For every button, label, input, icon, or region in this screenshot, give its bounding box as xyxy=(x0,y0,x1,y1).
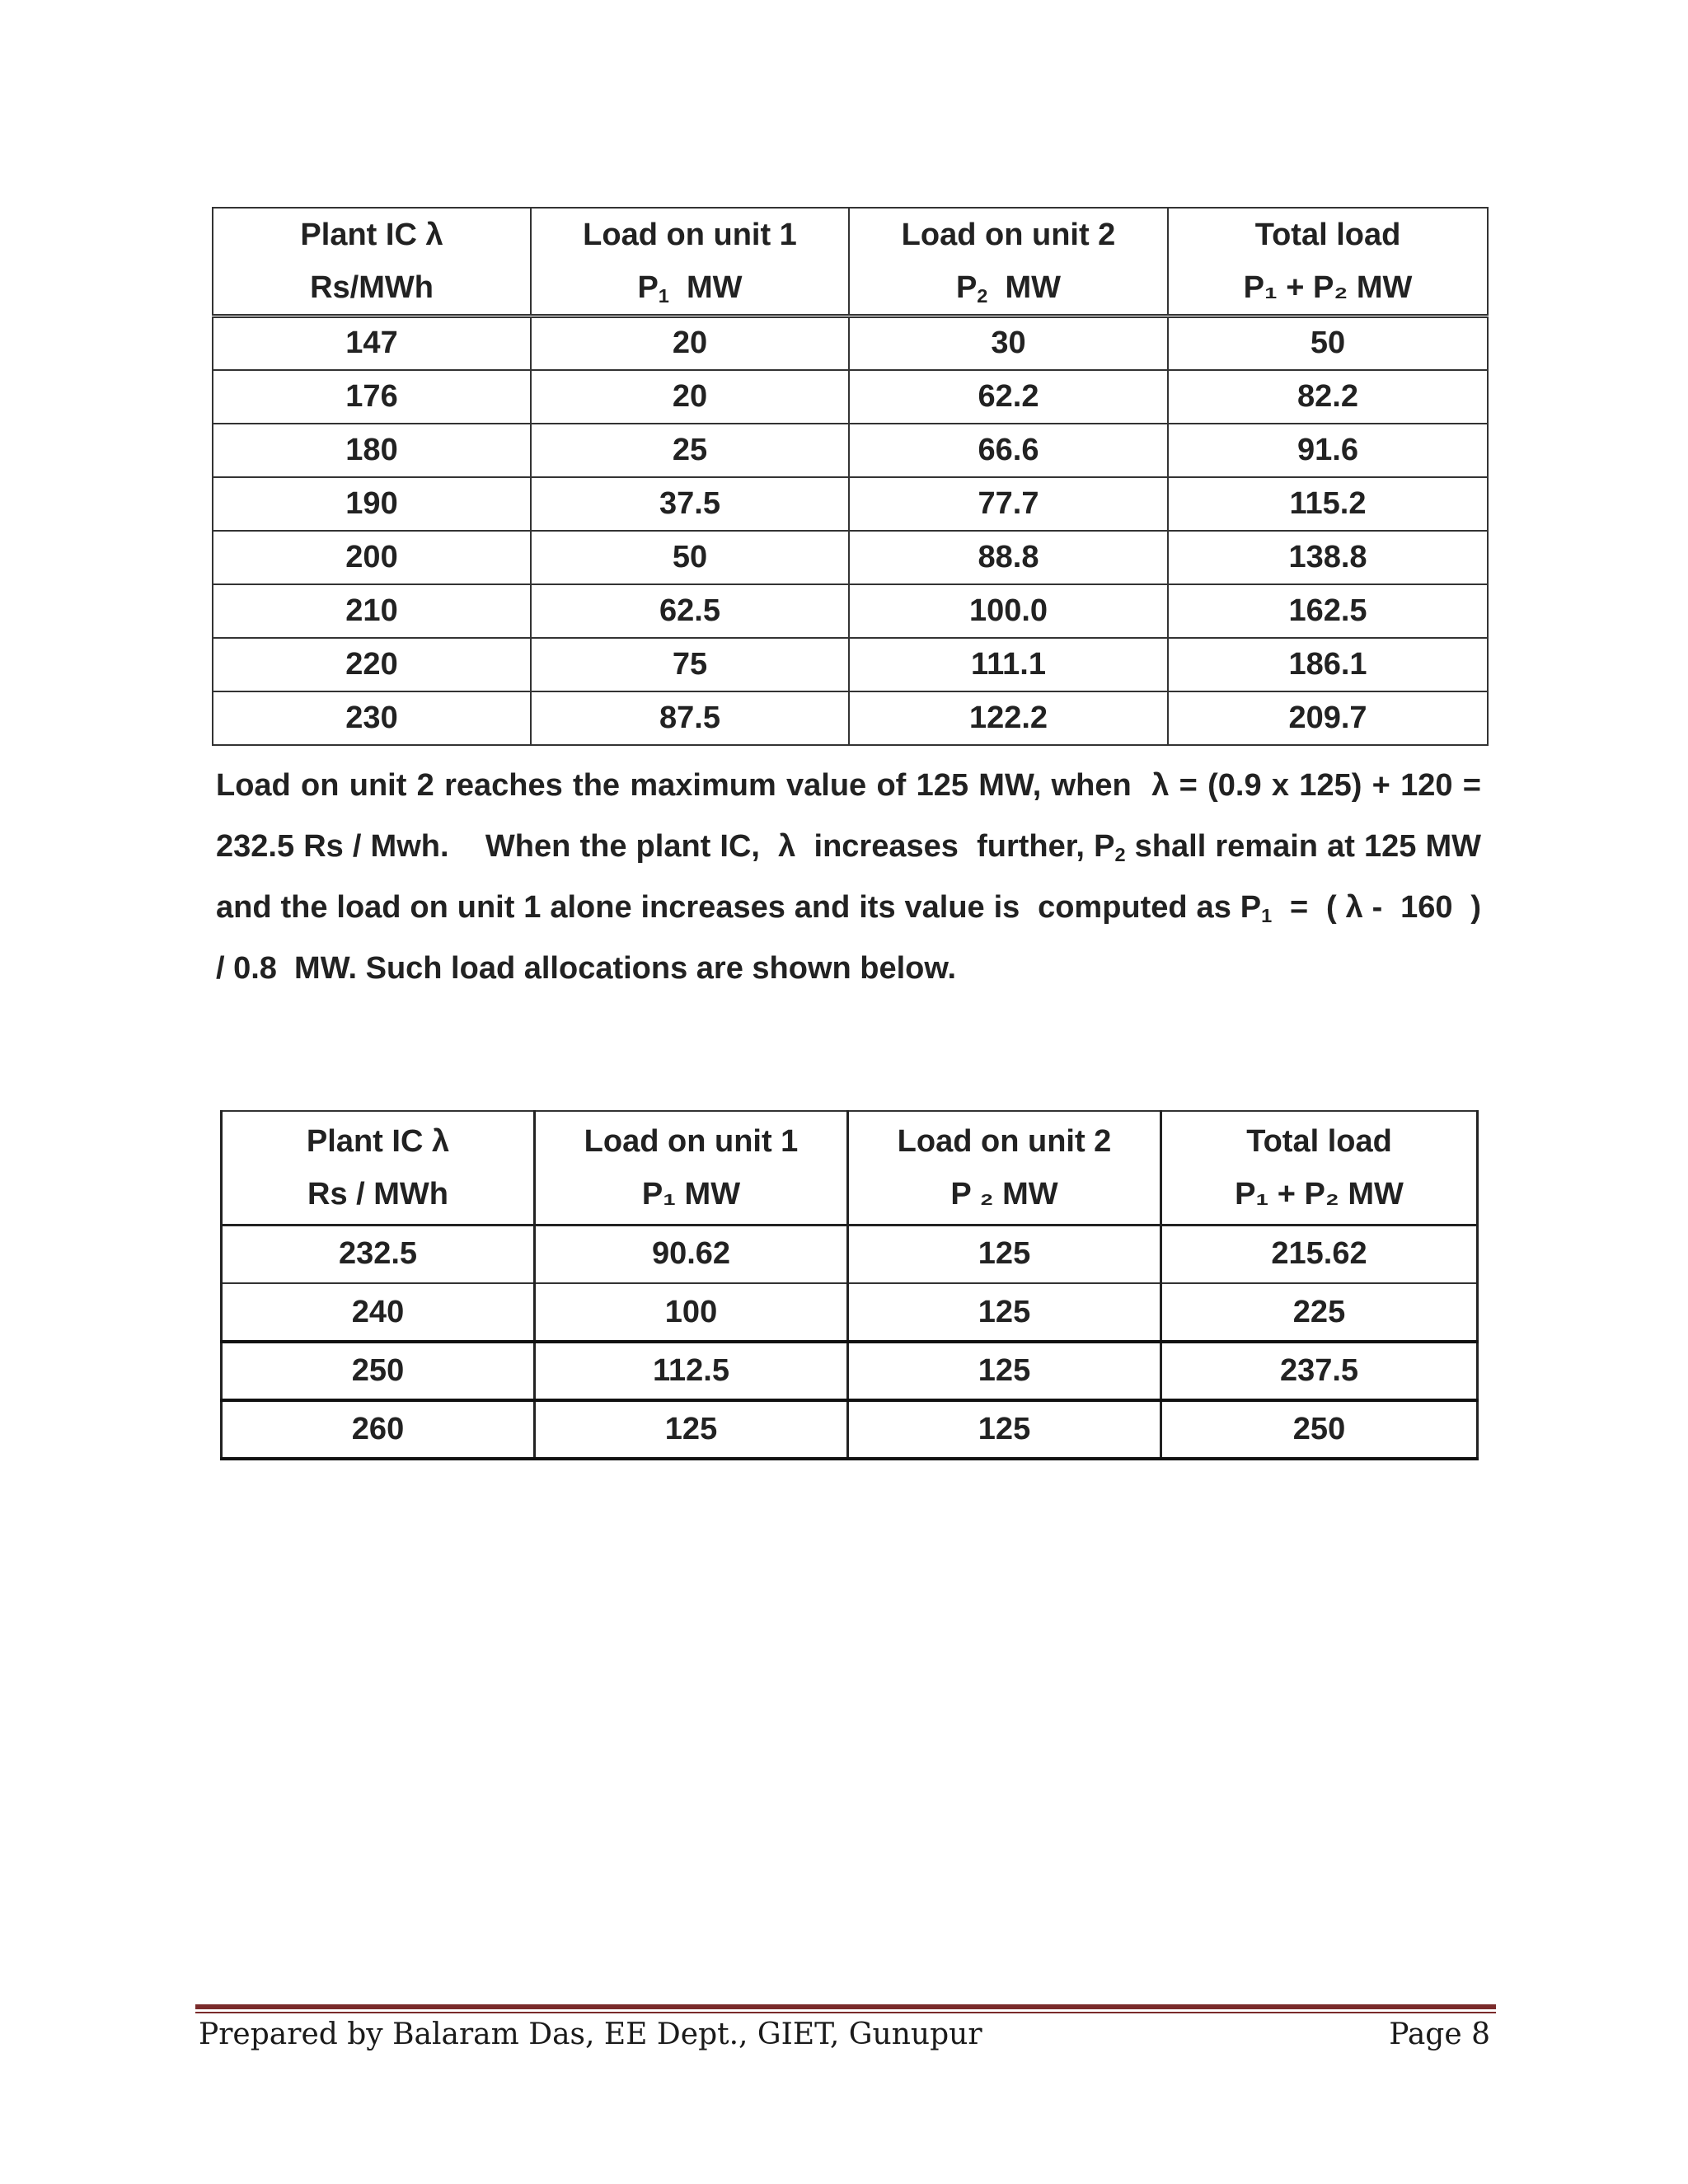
table-row xyxy=(213,477,1488,531)
cell-load-unit-2: 77.7 xyxy=(849,477,1168,531)
cell-plant-ic: 210 xyxy=(213,584,531,638)
table-row xyxy=(213,531,1488,584)
cell-load-unit-2: 66.6 xyxy=(849,424,1168,477)
cell-load-unit-1: 62.5 xyxy=(531,584,849,638)
cell-total-load: 138.8 xyxy=(1168,531,1488,584)
table-row xyxy=(213,691,1488,745)
cell-load-unit-2: 88.8 xyxy=(849,531,1168,584)
cell-plant-ic: 176 xyxy=(213,370,531,424)
header-load-unit-1: Load on unit 1 $P_1$ MW xyxy=(531,208,849,316)
cell-load-unit-1: 75 xyxy=(531,638,849,691)
cell-plant-ic: 190 xyxy=(213,477,531,531)
cell-plant-ic: 240 xyxy=(222,1283,535,1342)
cell-plant-ic: 250 xyxy=(222,1342,535,1400)
cell-total-load: 237.5 xyxy=(1161,1342,1478,1400)
footer-author: Prepared by Balaram Das, EE Dept., GIET, Gunupur xyxy=(199,2018,982,2051)
header-plant-ic: Plant IC λ Rs/MWh xyxy=(213,208,531,316)
cell-load-unit-2: 62.2 xyxy=(849,370,1168,424)
cell-total-load: 91.6 xyxy=(1168,424,1488,477)
cell-total-load: 209.7 xyxy=(1168,691,1488,745)
table-row xyxy=(222,1342,1478,1400)
footer-divider-thin xyxy=(195,2012,1496,2013)
cell-load-unit-2: 125 xyxy=(848,1225,1161,1283)
header-load-unit-1: Load on unit 1 P₁ MW xyxy=(535,1111,848,1225)
header-plant-ic: Plant IC λ Rs / MWh xyxy=(222,1111,535,1225)
load-allocation-table-1 xyxy=(212,207,1489,746)
cell-load-unit-1: 125 xyxy=(535,1400,848,1459)
cell-plant-ic: 230 xyxy=(213,691,531,745)
cell-plant-ic: 232.5 xyxy=(222,1225,535,1283)
cell-load-unit-2: 100.0 xyxy=(849,584,1168,638)
header-total-load: Total load P₁ + P₂ MW xyxy=(1161,1111,1478,1225)
explanation-paragraph: Load on unit 2 reaches the maximum value of 125 MW, when λ = (0.9 x 125) + 120 = 232.5 Rs / Mwh. When the plant IC, λ increases further, $P_2$ shall remain at 125 MW and the load on unit 1 alone increases and its value is computed as $P_1$ = ( λ - 160 ) / 0.8 MW. Such load allocations are shown below. xyxy=(216,768,1499,986)
cell-load-unit-1: 37.5 xyxy=(531,477,849,531)
cell-load-unit-1: 50 xyxy=(531,531,849,584)
page-number: Page 8 xyxy=(1389,2018,1490,2051)
cell-plant-ic: 260 xyxy=(222,1400,535,1459)
table-row xyxy=(222,1283,1478,1342)
table-row xyxy=(222,1225,1478,1283)
cell-load-unit-2: 111.1 xyxy=(849,638,1168,691)
cell-plant-ic: 147 xyxy=(213,316,531,370)
cell-total-load: 215.62 xyxy=(1161,1225,1478,1283)
table-row xyxy=(213,638,1488,691)
cell-load-unit-1: 112.5 xyxy=(535,1342,848,1400)
table-row xyxy=(213,316,1488,370)
cell-load-unit-1: 90.62 xyxy=(535,1225,848,1283)
cell-load-unit-1: 87.5 xyxy=(531,691,849,745)
header-total-load: Total load P₁ + P₂ MW xyxy=(1168,208,1488,316)
load-allocation-table-2 xyxy=(220,1110,1479,1460)
table-row xyxy=(213,424,1488,477)
footer-divider xyxy=(195,2004,1496,2009)
header-load-unit-2: Load on unit 2 P ₂ MW xyxy=(848,1111,1161,1225)
table-row xyxy=(222,1400,1478,1459)
cell-total-load: 250 xyxy=(1161,1400,1478,1459)
cell-load-unit-2: 125 xyxy=(848,1283,1161,1342)
cell-total-load: 225 xyxy=(1161,1283,1478,1342)
cell-plant-ic: 220 xyxy=(213,638,531,691)
cell-total-load: 162.5 xyxy=(1168,584,1488,638)
table-row xyxy=(213,584,1488,638)
table-header-row xyxy=(222,1111,1478,1225)
cell-load-unit-1: 25 xyxy=(531,424,849,477)
cell-total-load: 50 xyxy=(1168,316,1488,370)
cell-plant-ic: 180 xyxy=(213,424,531,477)
cell-load-unit-1: 20 xyxy=(531,370,849,424)
cell-load-unit-2: 30 xyxy=(849,316,1168,370)
cell-load-unit-1: 20 xyxy=(531,316,849,370)
cell-load-unit-2: 122.2 xyxy=(849,691,1168,745)
cell-load-unit-1: 100 xyxy=(535,1283,848,1342)
cell-load-unit-2: 125 xyxy=(848,1342,1161,1400)
header-load-unit-2: Load on unit 2 $P_2$ MW xyxy=(849,208,1168,316)
cell-total-load: 115.2 xyxy=(1168,477,1488,531)
cell-total-load: 186.1 xyxy=(1168,638,1488,691)
table-header-row xyxy=(213,208,1488,316)
cell-total-load: 82.2 xyxy=(1168,370,1488,424)
cell-plant-ic: 200 xyxy=(213,531,531,584)
table-row xyxy=(213,370,1488,424)
cell-load-unit-2: 125 xyxy=(848,1400,1161,1459)
